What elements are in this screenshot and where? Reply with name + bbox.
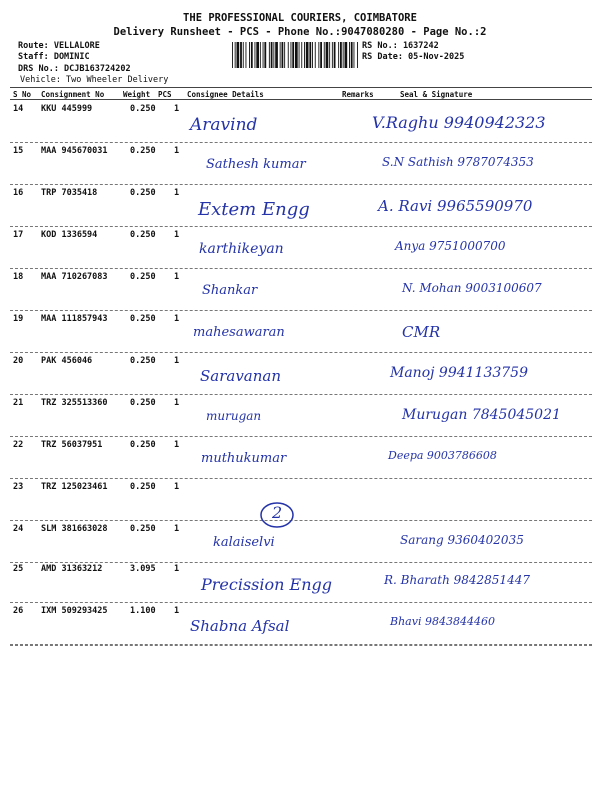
row-weight: 3.095 xyxy=(130,564,156,574)
row-separator xyxy=(10,268,592,269)
col-sno: S No xyxy=(13,90,32,99)
barcode-icon xyxy=(232,42,358,68)
col-consignment: Consignment No xyxy=(41,90,105,99)
row-sno: 15 xyxy=(13,146,24,156)
row-weight: 0.250 xyxy=(130,272,156,282)
row-pcs: 1 xyxy=(174,230,180,240)
col-remarks: Remarks xyxy=(342,90,374,99)
row-separator xyxy=(10,394,592,395)
table-end-rule xyxy=(10,645,592,646)
row-sno: 14 xyxy=(13,104,24,114)
row-consignee-handwritten: Extem Engg xyxy=(198,199,310,220)
row-separator xyxy=(10,352,592,353)
row-sno: 25 xyxy=(13,564,24,574)
row-weight: 1.100 xyxy=(130,606,156,616)
row-consignment-no: TRZ 125023461 xyxy=(41,482,108,492)
drs-number: DRS No.: DCJB163724202 xyxy=(18,64,131,74)
row-separator xyxy=(10,226,592,227)
row-consignment-no: SLM 381663028 xyxy=(41,524,108,534)
row-signature-handwritten: V.Raghu 9940942323 xyxy=(372,113,546,132)
row-sno: 20 xyxy=(13,356,24,366)
row-weight: 0.250 xyxy=(130,314,156,324)
row-pcs: 1 xyxy=(174,440,180,450)
row-consignment-no: MAA 111857943 xyxy=(41,314,108,324)
row-separator xyxy=(10,562,592,563)
row-consignee-handwritten: kalaiselvi xyxy=(213,535,275,550)
staff-text: Staff: DOMINIC xyxy=(18,52,90,62)
row-consignee-handwritten: Precission Engg xyxy=(201,575,332,594)
rs-number: RS No.: 1637242 xyxy=(362,41,439,51)
row-consignment-no: TRP 7035418 xyxy=(41,188,98,198)
row-pcs: 1 xyxy=(174,606,180,616)
row-consignee-handwritten: Sathesh kumar xyxy=(206,157,306,172)
row-pcs: 1 xyxy=(174,482,180,492)
row-signature-handwritten: Sarang 9360402035 xyxy=(400,533,524,547)
row-weight: 0.250 xyxy=(130,146,156,156)
circled-note-number: 2 xyxy=(272,503,283,522)
row-signature-handwritten: Bhavi 9843844460 xyxy=(390,615,495,628)
row-pcs: 1 xyxy=(174,188,180,198)
row-consignment-no: TRZ 56037951 xyxy=(41,440,103,450)
route-text: Route: VELLALORE xyxy=(18,41,100,51)
row-signature-handwritten: R. Bharath 9842851447 xyxy=(384,573,530,587)
row-sno: 19 xyxy=(13,314,24,324)
row-separator xyxy=(10,184,592,185)
row-consignee-handwritten: mahesawaran xyxy=(193,325,285,340)
runsheet-subtitle: Delivery Runsheet - PCS - Phone No.:9047080280 - Page No.:2 xyxy=(113,26,487,38)
row-signature-handwritten: Murugan 7845045021 xyxy=(402,407,561,423)
rs-date: RS Date: 05-Nov-2025 xyxy=(362,52,465,62)
row-consignment-no: KKU 445999 xyxy=(41,104,93,114)
header-rule-top xyxy=(10,87,592,88)
row-weight: 0.250 xyxy=(130,398,156,408)
row-separator xyxy=(10,478,592,479)
row-pcs: 1 xyxy=(174,524,180,534)
header-rule-bottom xyxy=(10,99,592,100)
row-weight: 0.250 xyxy=(130,230,156,240)
row-sno: 23 xyxy=(13,482,24,492)
row-consignment-no: MAA 710267083 xyxy=(41,272,108,282)
row-separator xyxy=(10,310,592,311)
row-separator xyxy=(10,602,592,603)
row-sno: 24 xyxy=(13,524,24,534)
row-pcs: 1 xyxy=(174,356,180,366)
row-signature-handwritten: Manoj 9941133759 xyxy=(390,365,528,381)
row-pcs: 1 xyxy=(174,146,180,156)
row-pcs: 1 xyxy=(174,398,180,408)
company-title: THE PROFESSIONAL COURIERS, COIMBATORE xyxy=(183,12,417,24)
row-consignment-no: AMD 31363212 xyxy=(41,564,103,574)
row-pcs: 1 xyxy=(174,104,180,114)
row-consignment-no: TRZ 325513360 xyxy=(41,398,108,408)
row-sno: 16 xyxy=(13,188,24,198)
col-consignee: Consignee Details xyxy=(187,90,264,99)
row-weight: 0.250 xyxy=(130,188,156,198)
row-signature-handwritten: CMR xyxy=(402,323,441,341)
row-weight: 0.250 xyxy=(130,104,156,114)
row-pcs: 1 xyxy=(174,314,180,324)
row-consignee-handwritten: murugan xyxy=(206,409,262,423)
row-sno: 22 xyxy=(13,440,24,450)
col-weight: Weight xyxy=(123,90,151,99)
row-pcs: 1 xyxy=(174,564,180,574)
row-consignee-handwritten: muthukumar xyxy=(201,451,287,466)
row-signature-handwritten: Deepa 9003786608 xyxy=(388,449,497,462)
row-signature-handwritten: Anya 9751000700 xyxy=(395,239,506,253)
row-sno: 26 xyxy=(13,606,24,616)
vehicle-text: Vehicle: Two Wheeler Delivery xyxy=(20,75,169,85)
row-weight: 0.250 xyxy=(130,524,156,534)
col-seal-signature: Seal & Signature xyxy=(400,90,473,99)
row-signature-handwritten: S.N Sathish 9787074353 xyxy=(382,155,534,169)
col-pcs: PCS xyxy=(158,90,172,99)
row-consignment-no: PAK 456046 xyxy=(41,356,93,366)
row-sno: 17 xyxy=(13,230,24,240)
row-consignment-no: IXM 509293425 xyxy=(41,606,108,616)
row-consignment-no: MAA 945670031 xyxy=(41,146,108,156)
row-weight: 0.250 xyxy=(130,356,156,366)
row-consignee-handwritten: Shabna Afsal xyxy=(190,617,290,635)
row-pcs: 1 xyxy=(174,272,180,282)
row-consignee-handwritten: Shankar xyxy=(202,283,258,298)
row-sno: 21 xyxy=(13,398,24,408)
row-sno: 18 xyxy=(13,272,24,282)
row-separator xyxy=(10,436,592,437)
row-signature-handwritten: N. Mohan 9003100607 xyxy=(402,281,542,295)
row-consignee-handwritten: karthikeyan xyxy=(199,241,284,257)
row-consignee-handwritten: Saravanan xyxy=(200,367,282,385)
row-weight: 0.250 xyxy=(130,482,156,492)
row-consignee-handwritten: Aravind xyxy=(190,115,258,135)
row-separator xyxy=(10,142,592,143)
row-signature-handwritten: A. Ravi 9965590970 xyxy=(378,197,533,215)
row-weight: 0.250 xyxy=(130,440,156,450)
row-consignment-no: KOD 1336594 xyxy=(41,230,98,240)
row-separator xyxy=(10,520,592,521)
